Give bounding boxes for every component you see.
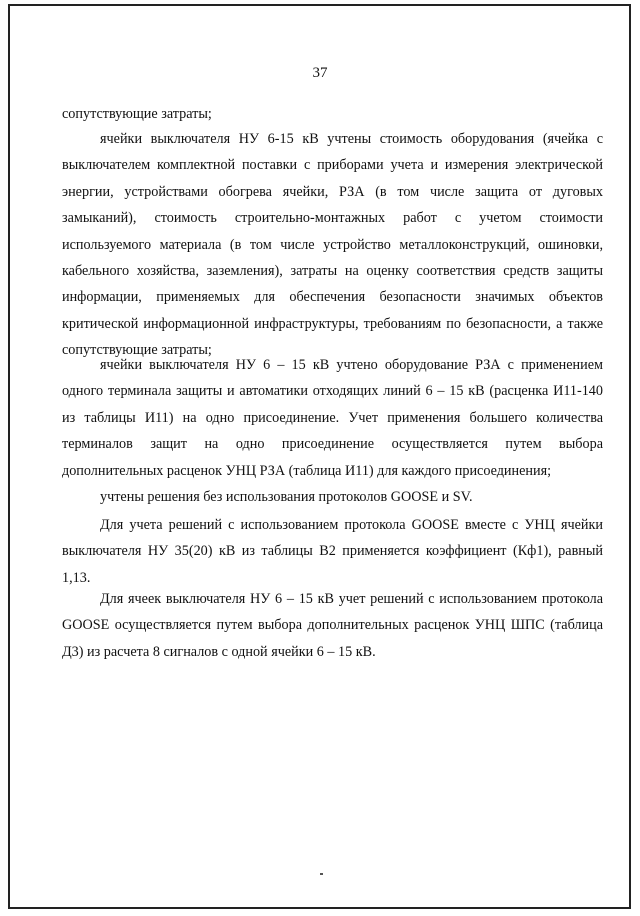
paragraph-2: ячейки выключателя НУ 6-15 кВ учтены стоимость оборудования (ячейка с выключателем комплектной поставки с приборами учета и измерения электрической энергии, устройствами обогрева ячейки, РЗА (в том числе защита от дуговых замыканий), стоимость строительно-монтажных работ с учетом стоимости используемого материала (в том числе устройство металлоконструкций, ошиновки, кабельного хозяйства, заземления), затраты на оценку соответствия средств защиты информации, применяемых для обеспечения безопасности значимых объектов критической информационной инфраструктуры, требованиям по безопасности, а также сопутствующие затраты; <box>62 131 603 359</box>
scan-artifact <box>320 873 323 875</box>
paragraph-6: Для ячеек выключателя НУ 6 – 15 кВ учет решений с использованием протокола GOOSE осуществляется путем выбора дополнительных расценок УНЦ ШПС (таблица Д3) из расчета 8 сигналов с одной ячейки 6 – 15 кВ. <box>62 591 603 660</box>
paragraph-continuation <box>62 101 603 127</box>
paragraph-5: Для учета решений с использованием протокола GOOSE вместе с УНЦ ячейки выключателя НУ 35(20) кВ из таблицы В2 применяется коэффициент (Кф1), равный 1,13. <box>62 517 603 586</box>
paragraph-3: ячейки выключателя НУ 6 – 15 кВ учтено оборудование РЗА с применением одного терминала защиты и автоматики отходящих линий 6 – 15 кВ (расценка И11-140 из таблицы И11) на одно присоединение. Учет применения большего количества терминалов защит на одно присоединение осуществляется путем выбора дополнительных расценок УНЦ РЗА (таблица И11) для каждого присоединения; <box>62 357 603 479</box>
paragraph-rza-equipment <box>62 352 603 484</box>
paragraph-1: сопутствующие затраты; <box>62 106 212 122</box>
paragraph-goose-sv <box>62 484 603 510</box>
paragraph-goose-coefficient <box>62 512 603 591</box>
paragraph-switch-cells-cost <box>62 126 603 364</box>
page-number: 37 <box>312 65 328 81</box>
paragraph-4: учтены решения без использования протоколов GOOSE и SV. <box>100 489 473 505</box>
paragraph-goose-signals <box>62 586 603 665</box>
